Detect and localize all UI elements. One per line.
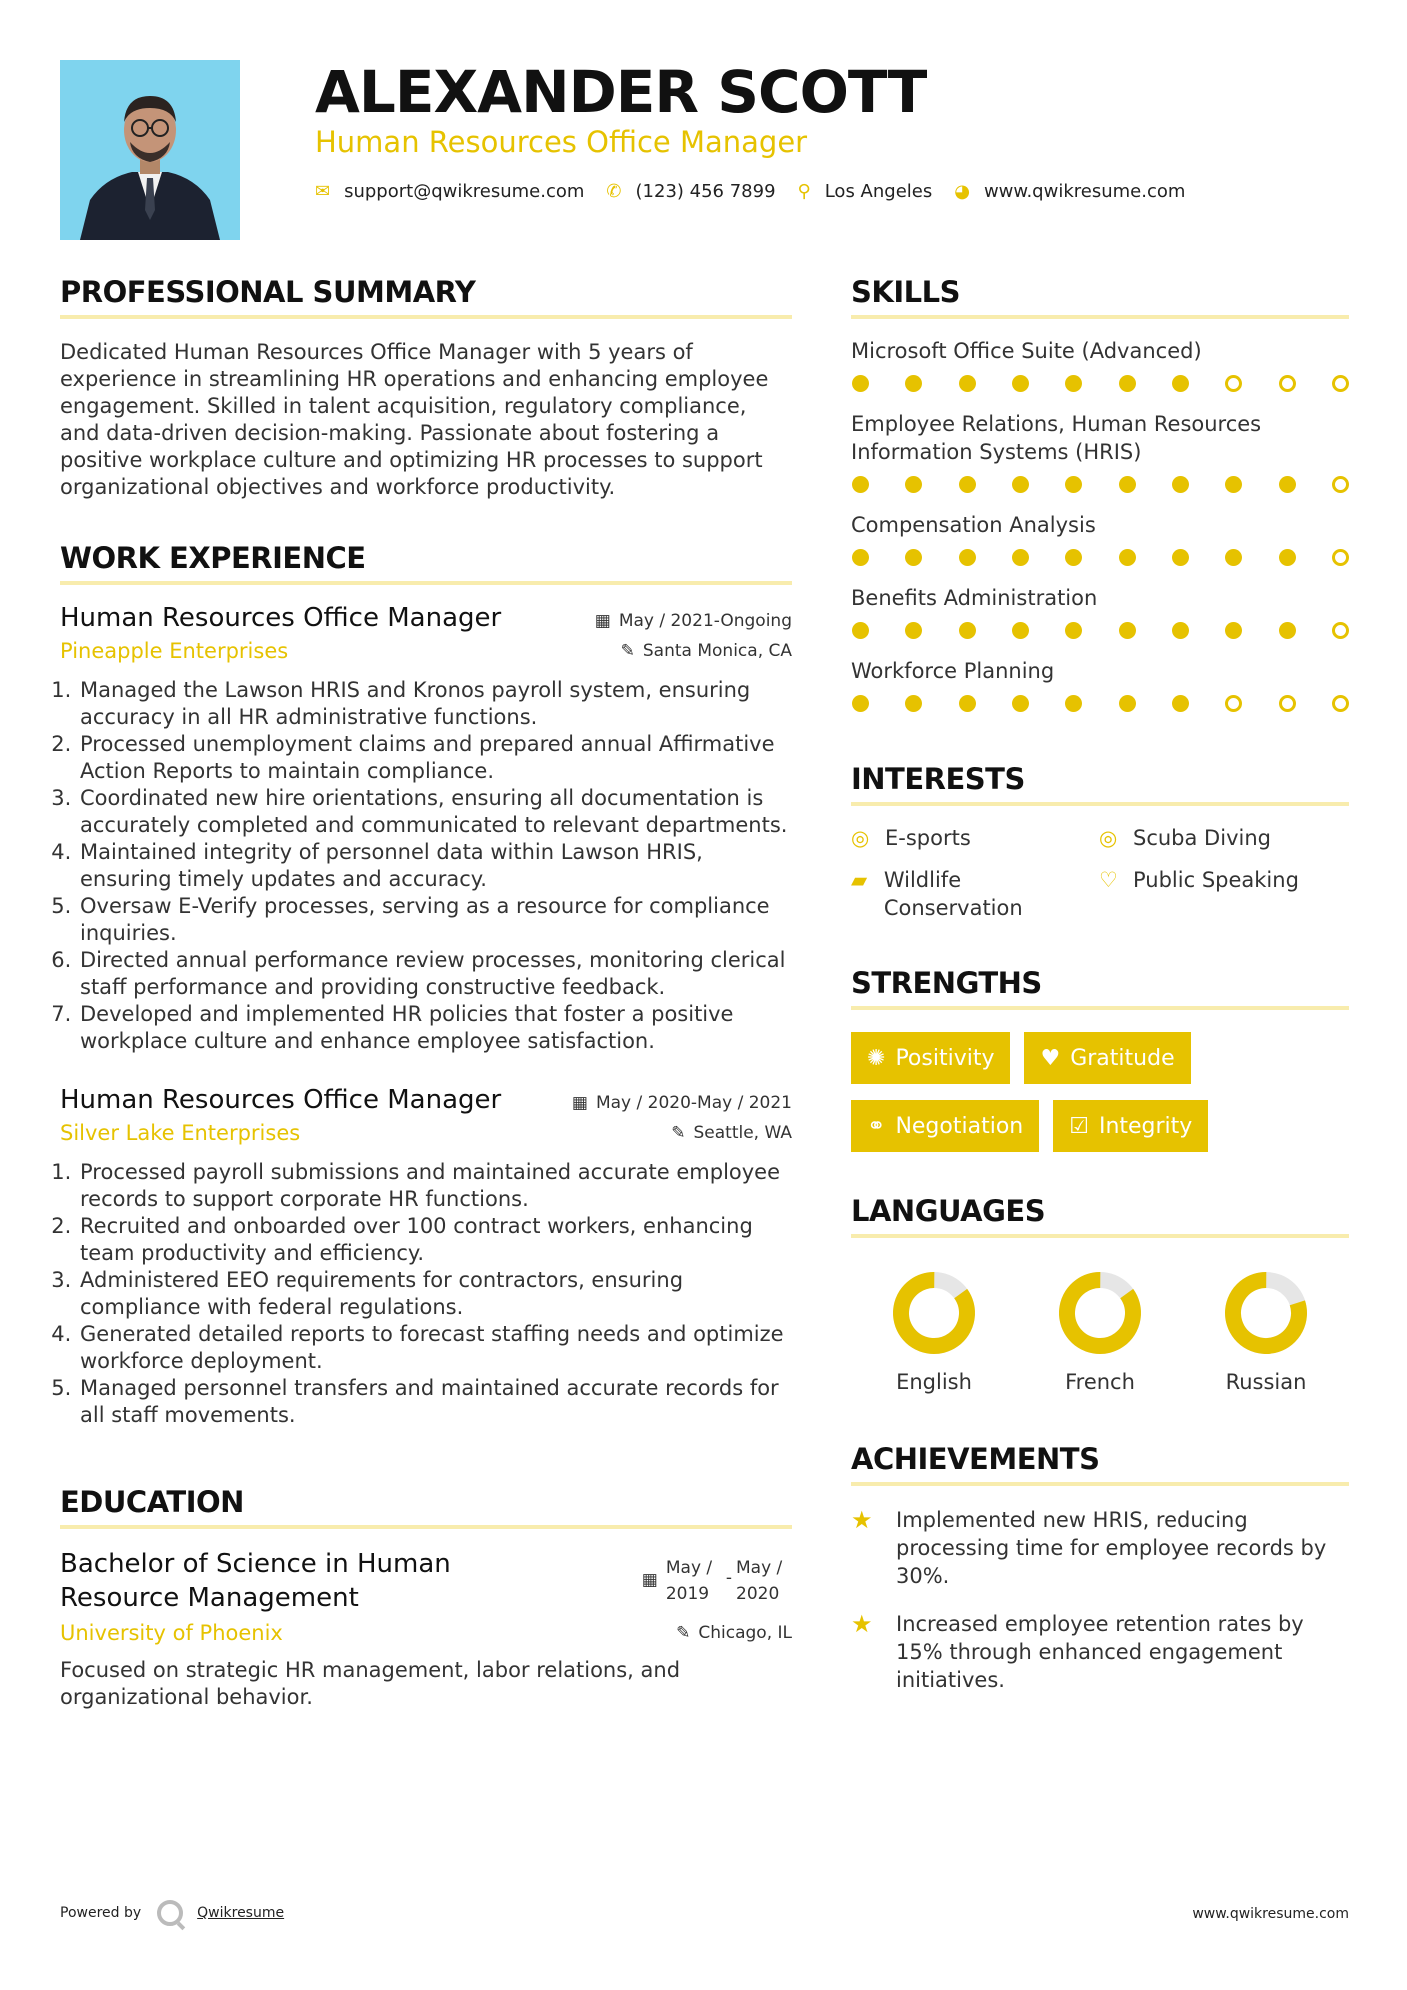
contact-email[interactable]: support@qwikresume.com [344,181,585,202]
rating-dot-filled [1119,549,1136,566]
star-icon: ★ [851,1506,873,1534]
list-item: 1. Processed payroll submissions and maintained accurate employee records to support corporate HR functions. [78,1159,792,1213]
rating-dot-empty [1332,476,1349,493]
company-name: Silver Lake Enterprises [60,1121,301,1145]
list-item: 5. Oversaw E-Verify processes, serving as a resource for compliance inquiries. [78,893,792,947]
rating-dot-filled [1119,695,1136,712]
rating-dot-filled [1172,549,1189,566]
summary-text: Dedicated Human Resources Office Manager with 5 years of experience in streamlining HR operations and enhancing employee engagement. Skilled in talent acquisition, regulatory compliance, and data-driven decision-making. Passionate about fostering a positive workplace culture and optimizing HR processes to support organizational objectives and workforce productivity. [60,340,769,499]
donut-fill [891,1270,977,1356]
rating-dot-filled [1119,622,1136,639]
rating-dot-empty [1225,695,1242,712]
strength-badge [1053,1100,1208,1152]
skills-list [851,337,1349,712]
powered-by-label: Powered by [60,1905,142,1921]
calendar-icon: ▦ [594,611,611,631]
strength-label: Integrity [1098,1113,1193,1139]
list-item: 3. Coordinated new hire orientations, ensuring all documentation is accurately completed and communicated to relevant departments. [78,785,792,839]
experience-heading: WORK EXPERIENCE [60,541,792,585]
profile-photo [60,60,240,240]
rating-dot-filled [1279,476,1296,493]
gamepad-icon: ◎ [851,826,870,850]
strengths-list [851,1032,1349,1152]
job-bullets [60,1159,792,1429]
language-item [1017,1270,1183,1394]
job-location: Santa Monica, CA [642,641,792,661]
job-bullets [60,677,792,1055]
interest-label: Scuba Diving [1133,826,1271,850]
footer-site[interactable]: www.qwikresume.com [1192,1906,1349,1922]
language-donut [891,1270,977,1356]
candidate-name: ALEXANDER SCOTT [315,58,927,126]
list-item: 5. Managed personnel transfers and maintained accurate records for all staff movements. [78,1375,792,1429]
rating-dot-filled [905,695,922,712]
job-title: Human Resources Office Manager [60,1085,502,1115]
interests-heading: INTERESTS [851,762,1349,806]
strength-badge [851,1100,1039,1152]
right-column [851,275,1349,1694]
strength-label: Positivity [895,1045,995,1071]
rating-dot-filled [959,695,976,712]
rating-dot-empty [1332,375,1349,392]
rating-dot-filled [1119,375,1136,392]
rating-dot-filled [1225,476,1242,493]
email-icon: ✉ [315,181,331,202]
rating-dot-filled [905,622,922,639]
list-item: 1. Managed the Lawson HRIS and Kronos payroll system, ensuring accuracy in all HR administrative functions. [78,677,792,731]
achievement-text: Implemented new HRIS, reducing processing time for employee records by 30%. [896,1508,1327,1588]
rating-dot-filled [1225,549,1242,566]
achievement-text: Increased employee retention rates by 15% through enhanced engagement initiatives. [896,1612,1304,1692]
education-text: Focused on strategic HR management, labor relations, and organizational behavior. [60,1658,681,1709]
rating-dot-filled [1172,622,1189,639]
interests-list [851,824,1349,922]
rating-dot-filled [1065,375,1082,392]
rating-dot-filled [1012,622,1029,639]
interest-item [851,866,1099,922]
job-date: May / 2021-Ongoing [618,611,792,631]
contact-row [315,181,1207,202]
education-heading: EDUCATION [60,1485,792,1529]
heart-icon: ♥ [1040,1045,1061,1071]
donut-fill [1224,1271,1307,1354]
rating-dot-filled [1012,549,1029,566]
language-item [1183,1270,1349,1394]
list-item: 4. Maintained integrity of personnel data within Lawson HRIS, ensuring timely updates and accuracy. [78,839,792,893]
skill-rating [851,695,1349,712]
interest-label: Public Speaking [1133,868,1299,892]
job-entry [60,1085,792,1429]
globe-icon: ◕ [954,181,970,202]
rating-dot-empty [1332,695,1349,712]
rating-dot-empty [1279,375,1296,392]
achievements-heading: ACHIEVEMENTS [851,1442,1349,1486]
rating-dot-empty [1279,695,1296,712]
handshake-icon: ⚭ [867,1113,886,1139]
rating-dot-filled [1279,622,1296,639]
left-column [60,275,792,1711]
skill-rating [851,622,1349,639]
check-square-icon: ☑ [1069,1113,1089,1139]
job-entry [60,603,792,1055]
list-item: 3. Administered EEO requirements for contractors, ensuring compliance with federal regulations. [78,1267,792,1321]
pin-icon: ✎ [676,1623,691,1643]
rating-dot-filled [959,476,976,493]
skills-heading: SKILLS [851,275,1349,319]
interest-item [851,824,1099,852]
interest-label: Wildlife Conservation [883,868,1023,920]
rating-dot-filled [905,476,922,493]
skill-name: Employee Relations, Human Resources Information Systems (HRIS) [851,412,1262,464]
skill-name: Compensation Analysis [851,513,1096,537]
strength-label: Negotiation [895,1113,1024,1139]
language-name: English [896,1370,972,1394]
rating-dot-filled [852,622,869,639]
rating-dot-filled [852,375,869,392]
skill-name: Microsoft Office Suite (Advanced) [851,339,1202,363]
brand-link[interactable]: Qwikresume [197,1905,285,1921]
contact-location: Los Angeles [824,181,933,202]
pin-icon: ✎ [620,641,635,661]
list-item: 4. Generated detailed reports to forecast staffing needs and optimize workforce deployment. [78,1321,792,1375]
languages-list [851,1270,1349,1394]
list-item: 6. Directed annual performance review processes, monitoring clerical staff performance and providing constructive feedback. [78,947,792,1001]
star-icon: ★ [851,1610,873,1638]
strengths-heading: STRENGTHS [851,966,1349,1010]
rating-dot-filled [1119,476,1136,493]
donut-fill [1057,1270,1143,1356]
job-location: Seattle, WA [693,1123,792,1143]
school-name: University of Phoenix [60,1621,283,1645]
education-date-end: May / 2020 [736,1558,783,1604]
language-name: French [1065,1370,1135,1394]
achievement-item [851,1506,1349,1590]
list-item: 7. Developed and implemented HR policies that foster a positive workplace culture and enhance employee satisfaction. [78,1001,792,1055]
list-item: 2. Recruited and onboarded over 100 contract workers, enhancing team productivity and efficiency. [78,1213,792,1267]
contact-phone[interactable]: (123) 456 7899 [635,181,776,202]
rating-dot-filled [852,695,869,712]
rating-dot-filled [1172,375,1189,392]
job-title: Human Resources Office Manager [60,603,502,633]
rating-dot-filled [959,549,976,566]
language-donut [1057,1270,1143,1356]
languages-heading: LANGUAGES [851,1194,1349,1238]
calendar-icon: ▦ [641,1570,658,1590]
rating-dot-filled [852,476,869,493]
rating-dot-filled [852,549,869,566]
leaf-icon: ▰ [851,868,868,892]
education-location: Chicago, IL [698,1623,792,1643]
degree-title: Bachelor of Science in Human Resource Management [60,1549,451,1613]
rating-dot-filled [905,375,922,392]
rating-dot-filled [959,375,976,392]
language-item [851,1270,1017,1394]
education-date-separator: - [725,1568,732,1588]
summary-heading: PROFESSIONAL SUMMARY [60,275,792,319]
rating-dot-filled [1172,695,1189,712]
rating-dot-filled [905,549,922,566]
rating-dot-filled [1012,695,1029,712]
rating-dot-empty [1332,549,1349,566]
rating-dot-filled [1065,476,1082,493]
skill-rating [851,549,1349,566]
education-entry [60,1547,792,1711]
rating-dot-filled [1172,476,1189,493]
rating-dot-filled [1012,476,1029,493]
heartbeat-icon: ♡ [1099,868,1118,892]
footer-powered [60,1900,284,1926]
rating-dot-filled [1225,622,1242,639]
interest-item [1099,866,1349,922]
education-date-start: May / 2019 [665,1558,713,1604]
rating-dot-filled [1065,549,1082,566]
rating-dot-filled [1065,622,1082,639]
map-pin-icon: ⚲ [797,181,811,202]
job-date: May / 2020-May / 2021 [595,1093,792,1113]
contact-website[interactable]: www.qwikresume.com [983,181,1186,202]
interest-label: E-sports [885,826,971,850]
interest-item [1099,824,1349,852]
rating-dot-empty [1332,622,1349,639]
candidate-title: Human Resources Office Manager [315,125,808,159]
pin-icon: ✎ [671,1123,686,1143]
list-item: 2. Processed unemployment claims and prepared annual Affirmative Action Reports to maintain compliance. [78,731,792,785]
company-name: Pineapple Enterprises [60,639,289,663]
skill-name: Benefits Administration [851,586,1098,610]
language-name: Russian [1225,1370,1307,1394]
person-photo-icon [60,60,240,240]
sun-icon: ✺ [867,1045,886,1071]
strength-label: Gratitude [1070,1045,1175,1071]
rating-dot-filled [1065,695,1082,712]
dive-icon: ◎ [1099,826,1118,850]
achievement-item [851,1610,1349,1694]
qwikresume-logo-icon [157,1900,183,1926]
rating-dot-filled [959,622,976,639]
rating-dot-filled [1012,375,1029,392]
skill-name: Workforce Planning [851,659,1055,683]
strength-badge [851,1032,1010,1084]
calendar-icon: ▦ [571,1093,588,1113]
phone-icon: ✆ [606,181,622,202]
skill-rating [851,375,1349,392]
language-donut [1223,1270,1309,1356]
rating-dot-empty [1225,375,1242,392]
strength-badge [1024,1032,1190,1084]
skill-rating [851,476,1349,493]
rating-dot-filled [1279,549,1296,566]
